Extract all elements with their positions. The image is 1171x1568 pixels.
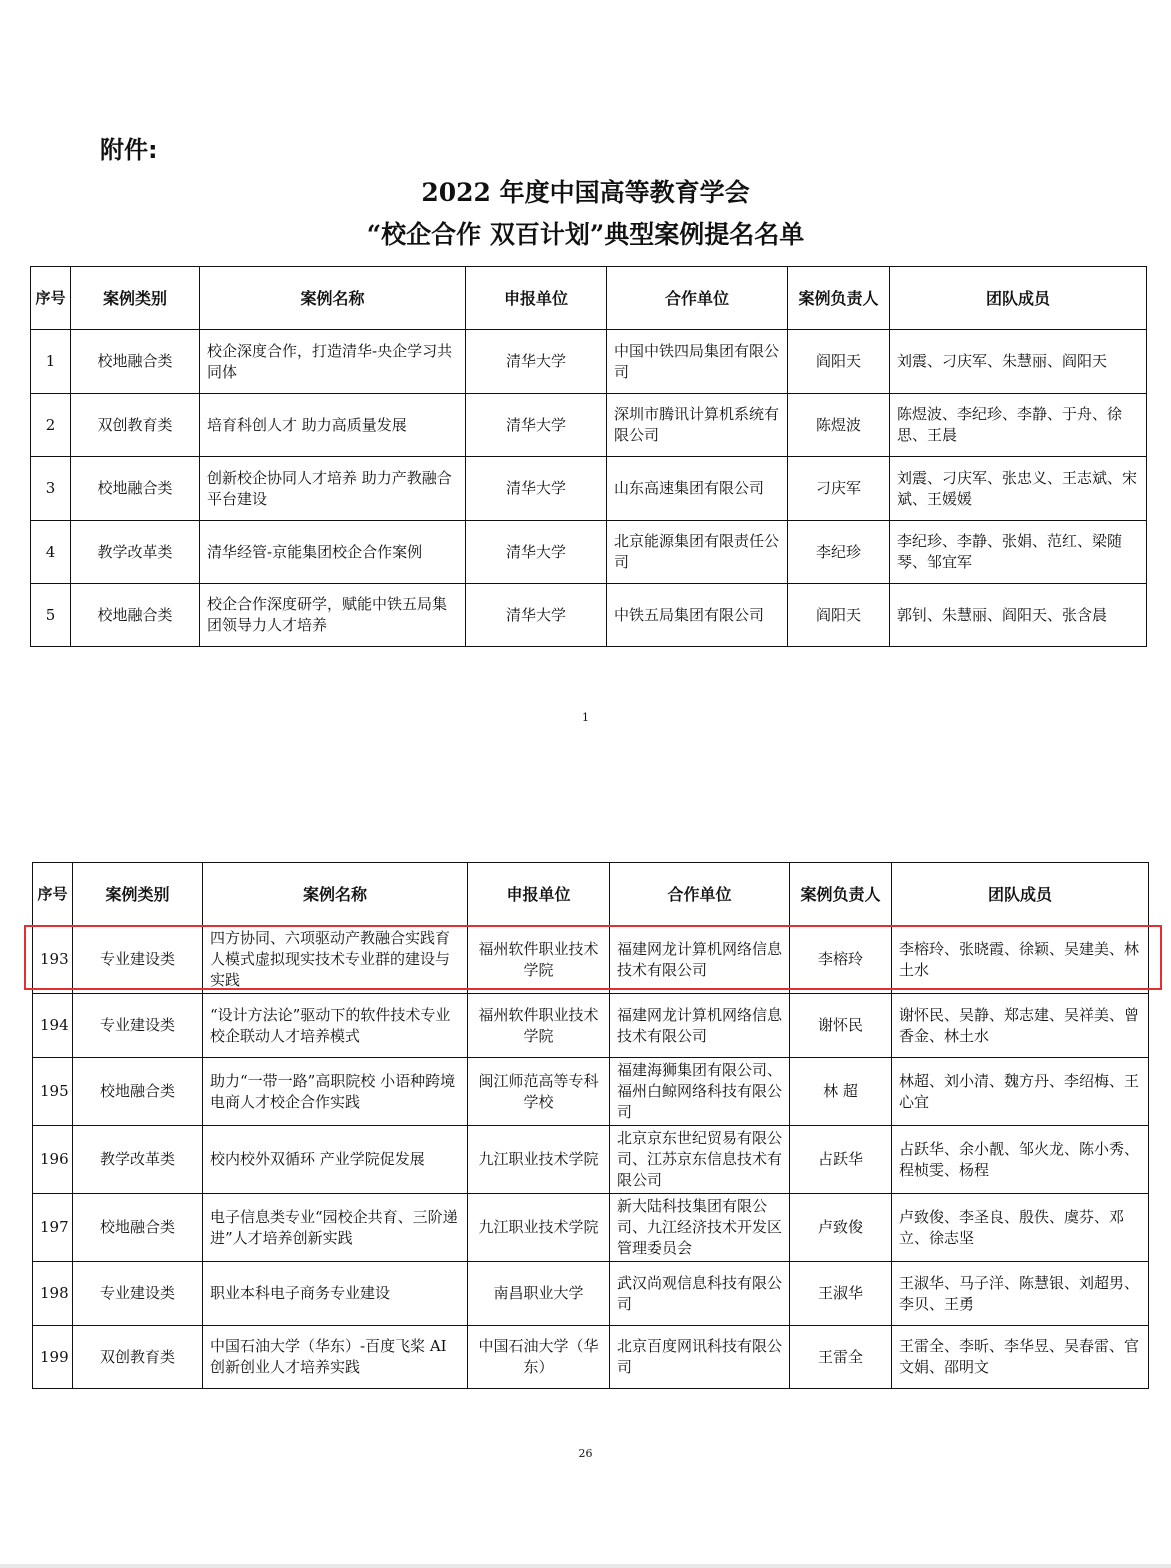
partner-unit: 山东高速集团有限公司 [607,457,788,521]
case-category: 专业建设类 [73,994,203,1058]
team-members: 刘震、刁庆军、朱慧丽、阎阳天 [890,330,1147,394]
applicant-unit: 闽江师范高等专科学校 [468,1058,610,1126]
header-cell: 案例负责人 [788,267,890,330]
applicant-unit: 清华大学 [466,457,607,521]
partner-unit: 北京京东世纪贸易有限公司、江苏京东信息技术有限公司 [610,1126,790,1194]
header-cell: 申报单位 [468,863,610,926]
header-cell: 合作单位 [610,863,790,926]
case-category: 校地融合类 [71,330,200,394]
case-category: 校地融合类 [71,457,200,521]
applicant-unit: 九江职业技术学院 [468,1194,610,1262]
case-leader: 阎阳天 [788,584,890,647]
header-cell: 序号 [33,863,73,926]
row-number: 197 [33,1194,73,1262]
team-members: 陈煜波、李纪珍、李静、于舟、徐思、王晨 [890,394,1147,457]
team-members: 刘震、刁庆军、张忠义、王志斌、宋斌、王媛媛 [890,457,1147,521]
case-leader: 陈煜波 [788,394,890,457]
row-number: 193 [33,926,73,994]
case-category: 专业建设类 [73,926,203,994]
table-header-row [31,267,1147,330]
case-leader: 刁庆军 [788,457,890,521]
case-leader: 谢怀民 [790,994,892,1058]
case-name: 中国石油大学（华东）-百度飞桨 AI 创新创业人才培养实践 [203,1326,468,1389]
partner-unit: 深圳市腾讯计算机系统有限公司 [607,394,788,457]
table-header-row [33,863,1149,926]
page-title-line2: “校企合作 双百计划”典型案例提名名单 [366,220,805,249]
partner-unit: 中铁五局集团有限公司 [607,584,788,647]
team-members: 占跃华、余小靓、邹火龙、陈小秀、程桢雯、杨程 [892,1126,1149,1194]
applicant-unit: 清华大学 [466,584,607,647]
team-members: 李榕玲、张晓霞、徐颖、吴建美、林土水 [892,926,1149,994]
case-leader: 王雷全 [790,1326,892,1389]
case-name: 助力“一带一路”高职院校 小语种跨境电商人才校企合作实践 [203,1058,468,1126]
case-leader: 占跃华 [790,1126,892,1194]
partner-unit: 北京能源集团有限责任公司 [607,521,788,584]
applicant-unit: 九江职业技术学院 [468,1126,610,1194]
viewer-bottom-bar [0,1564,1171,1568]
table-row [31,457,1147,521]
row-number: 5 [31,584,71,647]
applicant-unit: 福州软件职业技术学院 [468,926,610,994]
row-number: 198 [33,1262,73,1326]
case-name: 校企深度合作，打造清华-央企学习共同体 [200,330,466,394]
team-members: 卢致俊、李圣良、殷佚、虞芬、邓立、徐志坚 [892,1194,1149,1262]
partner-unit: 福建网龙计算机网络信息技术有限公司 [610,994,790,1058]
applicant-unit: 清华大学 [466,330,607,394]
table-row [33,1326,1149,1389]
partner-unit: 武汉尚观信息科技有限公司 [610,1262,790,1326]
table-row [31,521,1147,584]
team-members: 郭钊、朱慧丽、阎阳天、张含晨 [890,584,1147,647]
row-number: 196 [33,1126,73,1194]
case-name: 校内校外双循环 产业学院促发展 [203,1126,468,1194]
case-category: 双创教育类 [71,394,200,457]
case-name: 电子信息类专业“园校企共育、三阶递进”人才培养创新实践 [203,1194,468,1262]
header-cell: 案例类别 [71,267,200,330]
header-cell: 案例名称 [200,267,466,330]
table-row [33,1194,1149,1262]
team-members: 王淑华、马子洋、陈慧银、刘超男、李贝、王勇 [892,1262,1149,1326]
case-leader: 李纪珍 [788,521,890,584]
applicant-unit: 中国石油大学（华东） [468,1326,610,1389]
table-row [33,1126,1149,1194]
case-name: “设计方法论”驱动下的软件技术专业校企联动人才培养模式 [203,994,468,1058]
header-cell: 团队成员 [892,863,1149,926]
partner-unit: 北京百度网讯科技有限公司 [610,1326,790,1389]
case-category: 校地融合类 [73,1194,203,1262]
row-number: 2 [31,394,71,457]
case-leader: 林 超 [790,1058,892,1126]
case-category: 双创教育类 [73,1326,203,1389]
applicant-unit: 清华大学 [466,394,607,457]
case-name: 四方协同、六项驱动产教融合实践育人模式虚拟现实技术专业群的建设与实践 [203,926,468,994]
applicant-unit: 南昌职业大学 [468,1262,610,1326]
case-name: 创新校企协同人才培养 助力产教融合平台建设 [200,457,466,521]
partner-unit: 新大陆科技集团有限公司、九江经济技术开发区管理委员会 [610,1194,790,1262]
case-name: 清华经管-京能集团校企合作案例 [200,521,466,584]
table-row [31,330,1147,394]
header-cell: 案例名称 [203,863,468,926]
partner-unit: 福建网龙计算机网络信息技术有限公司 [610,926,790,994]
case-category: 教学改革类 [73,1126,203,1194]
row-number: 194 [33,994,73,1058]
case-category: 教学改革类 [71,521,200,584]
partner-unit: 中国中铁四局集团有限公司 [607,330,788,394]
row-number: 4 [31,521,71,584]
table-row [31,584,1147,647]
row-number: 3 [31,457,71,521]
table-row [33,1262,1149,1326]
case-category: 校地融合类 [71,584,200,647]
nomination-table-page1 [30,266,1147,647]
case-leader: 李榕玲 [790,926,892,994]
applicant-unit: 福州软件职业技术学院 [468,994,610,1058]
header-cell: 序号 [31,267,71,330]
row-number: 1 [31,330,71,394]
case-category: 校地融合类 [73,1058,203,1126]
row-highlight-box [24,925,1162,990]
team-members: 李纪珍、李静、张娟、范红、梁随琴、邹宜军 [890,521,1147,584]
team-members: 林超、刘小清、魏方丹、李绍梅、王心宜 [892,1058,1149,1126]
case-name: 培育科创人才 助力高质量发展 [200,394,466,457]
case-name: 职业本科电子商务专业建设 [203,1262,468,1326]
partner-unit: 福建海狮集团有限公司、福州白鲸网络科技有限公司 [610,1058,790,1126]
header-cell: 案例类别 [73,863,203,926]
page-number: 1 [582,711,589,724]
table-row [31,394,1147,457]
header-cell: 案例负责人 [790,863,892,926]
case-leader: 卢致俊 [790,1194,892,1262]
team-members: 王雷全、李昕、李华昱、吴春雷、官文娟、邵明文 [892,1326,1149,1389]
row-number: 195 [33,1058,73,1126]
table-row [33,994,1149,1058]
header-cell: 合作单位 [607,267,788,330]
team-members: 谢怀民、吴静、郑志建、吴祥美、曾香金、林土水 [892,994,1149,1058]
attachment-label: 附件: [100,136,158,164]
case-name: 校企合作深度研学，赋能中铁五局集团领导力人才培养 [200,584,466,647]
row-number: 199 [33,1326,73,1389]
case-leader: 王淑华 [790,1262,892,1326]
header-cell: 团队成员 [890,267,1147,330]
page-title-line1: 2022 年度中国高等教育学会 [421,178,750,207]
applicant-unit: 清华大学 [466,521,607,584]
case-category: 专业建设类 [73,1262,203,1326]
table-row [33,1058,1149,1126]
page-number: 26 [578,1447,593,1460]
case-leader: 阎阳天 [788,330,890,394]
header-cell: 申报单位 [466,267,607,330]
